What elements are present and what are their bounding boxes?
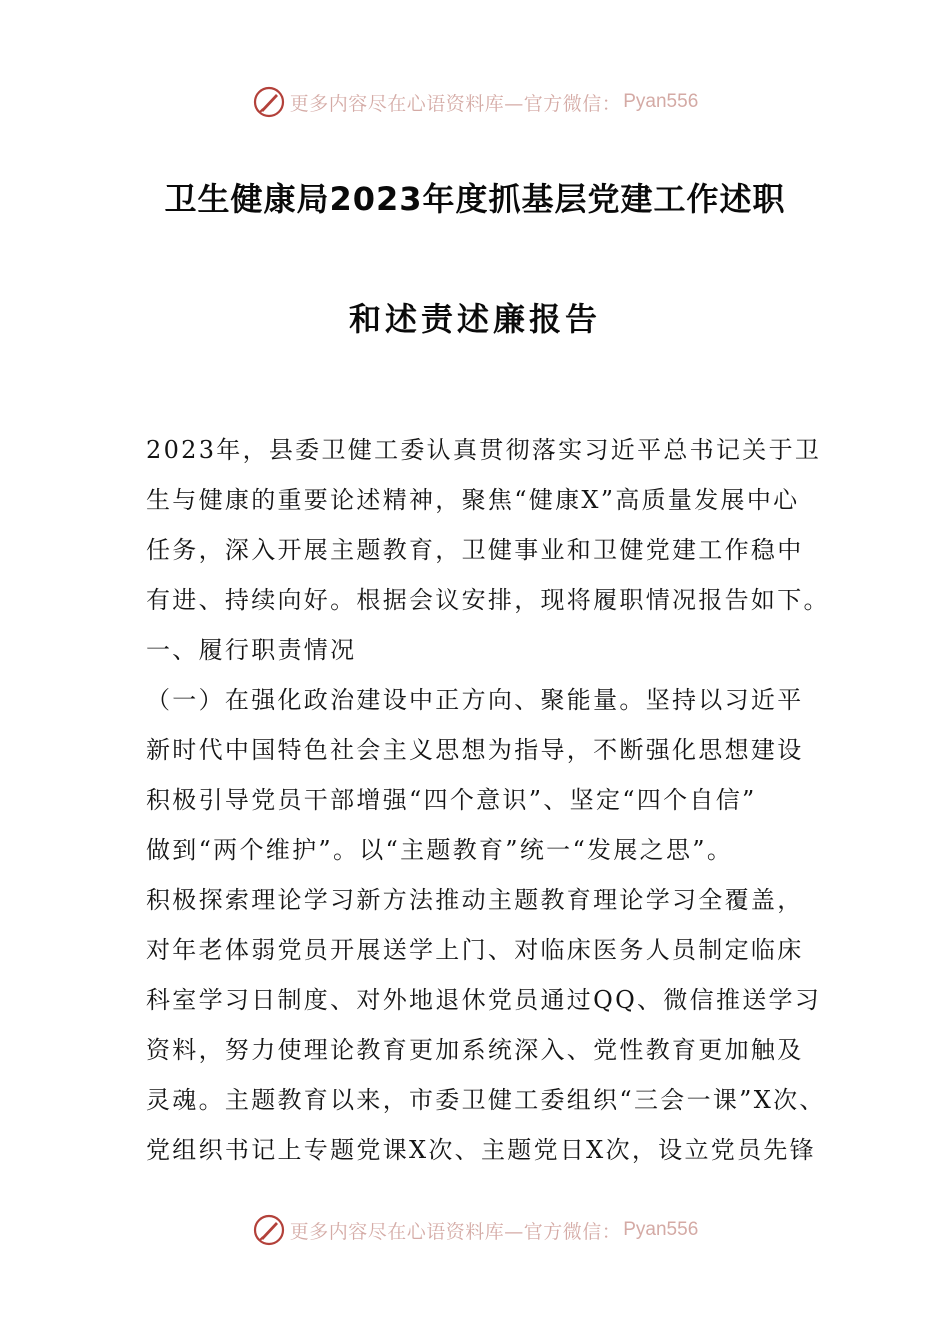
watermark-banner-top xyxy=(0,82,950,122)
watermark-text: 更多内容尽在心语资料库—官方微信： xyxy=(289,1220,622,1243)
body-line: 任务，深入开展主题教育，卫健事业和卫健党建工作稳中 xyxy=(146,536,804,564)
doc-body xyxy=(146,425,830,1175)
body-line: 做到“两个维护”。以“主题教育”统一“发展之思”。 xyxy=(146,836,734,864)
quill-logo-icon xyxy=(252,85,286,119)
body-line: 积极探索理论学习新方法推动主题教育理论学习全覆盖， xyxy=(146,886,804,914)
doc-title-line1: 卫生健康局2023年度抓基层党建工作述职 xyxy=(164,180,786,218)
body-line: 科室学习日制度、对外地退休党员通过QQ、微信推送学习 xyxy=(146,986,822,1014)
body-line: 有进、持续向好。根据会议安排，现将履职情况报告如下。 xyxy=(146,586,830,614)
doc-title-line2: 和述责述廉报告 xyxy=(348,300,601,338)
watermark-text: 更多内容尽在心语资料库—官方微信： xyxy=(289,92,622,115)
body-line: 新时代中国特色社会主义思想为指导，不断强化思想建设 xyxy=(146,736,804,764)
body-line: 2023年，县委卫健工委认真贯彻落实习近平总书记关于卫 xyxy=(146,436,822,464)
body-line: 灵魂。主题教育以来，市委卫健工委组织“三会一课”X次、 xyxy=(146,1086,826,1114)
body-line: 资料，努力使理论教育更加系统深入、党性教育更加触及 xyxy=(146,1036,804,1064)
body-line: 对年老体弱党员开展送学上门、对临床医务人员制定临床 xyxy=(146,936,804,964)
body-line: 生与健康的重要论述精神，聚焦“健康X”高质量发展中心 xyxy=(146,486,800,514)
body-line: 党组织书记上专题党课X次、主题党日X次，设立党员先锋 xyxy=(146,1136,816,1164)
watermark-id: Pyan556 xyxy=(623,91,699,112)
body-line: 积极引导党员干部增强“四个意识”、坚定“四个自信” xyxy=(146,786,757,814)
watermark-banner-bottom xyxy=(0,1210,950,1250)
watermark-id: Pyan556 xyxy=(623,1219,699,1240)
section-heading: 一、履行职责情况 xyxy=(146,636,357,664)
quill-logo-icon xyxy=(252,1213,286,1247)
body-line: （一）在强化政治建设中正方向、聚能量。坚持以习近平 xyxy=(146,686,804,714)
